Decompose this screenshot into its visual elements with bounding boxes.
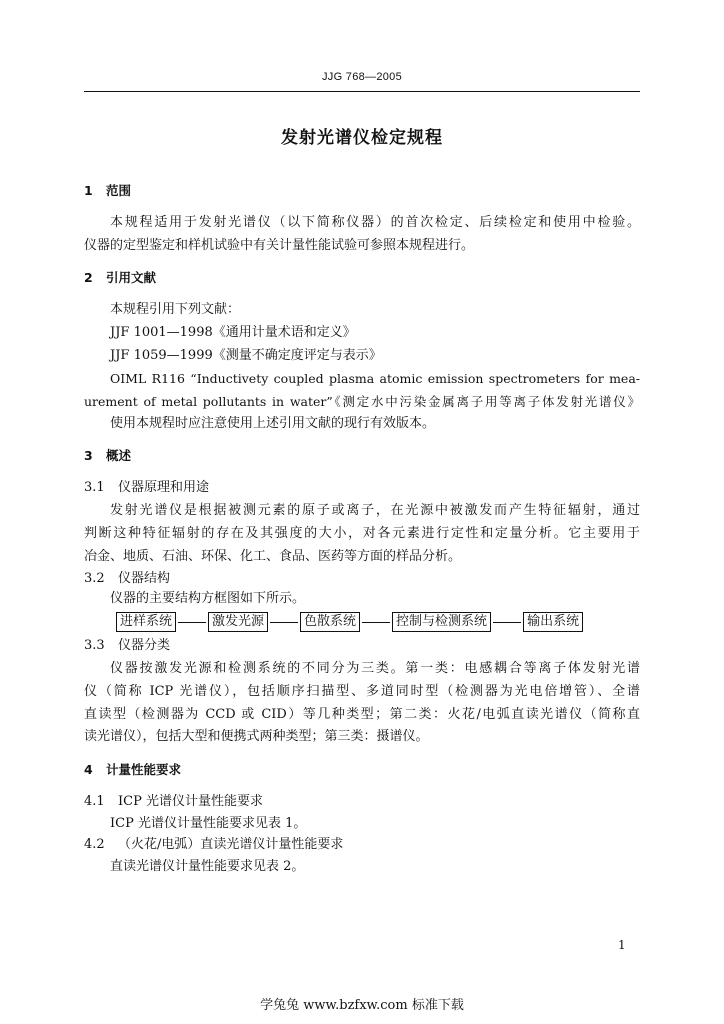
paragraph-line: 使用本规程时应注意使用上述引用文献的现行有效版本。 <box>110 416 436 431</box>
diagram-connector <box>493 622 521 623</box>
paragraph-line: 仪器按激发光源和检测系统的不同分为三类。第一类：电感耦合等离子体发射光谱 <box>110 661 640 676</box>
section-title: 引用文献 <box>106 270 157 285</box>
paragraph-line: 本规程引用下列文献： <box>110 302 241 317</box>
paragraph-line: 读光谱仪），包括大型和便携式两种类型；第三类：摄谱仪。 <box>84 729 429 744</box>
subsection-title: 仪器分类 <box>118 638 171 653</box>
document-title: 发射光谱仪检定规程 <box>281 128 443 148</box>
subsection-number: 4.1 <box>84 794 105 809</box>
subsection-title: （火花/电弧）直读光谱仪计量性能要求 <box>118 837 344 852</box>
reference-item: JJF 1001—1998《通用计量术语和定义》 <box>110 325 356 340</box>
running-header: JJG 768—2005 <box>321 71 403 83</box>
subsection-number: 4.2 <box>84 837 105 852</box>
paragraph-line: 仪（简称 ICP 光谱仪），包括顺序扫描型、多道同时型（检测器为光电倍增管）、全谱 <box>84 684 640 699</box>
subsection-title: ICP 光谱仪计量性能要求 <box>118 794 263 809</box>
paragraph-line: 仪器的定型鉴定和样机试验中有关计量性能试验可参照本规程进行。 <box>84 238 475 253</box>
diagram-box-dispersion-system: 色散系统 <box>300 612 360 632</box>
reference-item: urement of metal pollutants in water”《测定水中污染金属离子用等离子体发射光谱仪》 <box>84 394 640 409</box>
reference-item: JJF 1059—1999《测量不确定度评定与表示》 <box>110 348 382 363</box>
subsection-title: 仪器结构 <box>118 571 171 586</box>
reference-item: OIML R116 “Inductivety coupled plasma atomic emission spectrometers for mea- <box>110 371 640 386</box>
structure-block-diagram <box>116 611 583 633</box>
subsection-heading-3-1 <box>84 480 640 496</box>
section-heading-2 <box>84 270 640 286</box>
subsection-title: 仪器原理和用途 <box>118 480 210 495</box>
subsection-heading-4-1 <box>84 794 640 810</box>
paragraph-line: ICP 光谱仪计量性能要求见表 1。 <box>110 816 307 831</box>
header-rule <box>84 91 640 92</box>
paragraph-line: 判断这种特征辐射的存在及其强度的大小，对各元素进行定性和定量分析。它主要用于 <box>84 526 640 541</box>
section-heading-3 <box>84 448 640 464</box>
diagram-box-sampling-system: 进样系统 <box>116 612 176 632</box>
watermark-footer: 学兔兔 www.bzfxw.com 标准下载 <box>260 998 464 1013</box>
subsection-heading-4-2 <box>84 837 640 853</box>
paragraph-line: 仪器的主要结构方框图如下所示。 <box>110 591 306 606</box>
paragraph-line: 本规程适用于发射光谱仪（以下简称仪器）的首次检定、后续检定和使用中检验。 <box>110 215 640 230</box>
section-number: 1 <box>84 183 93 198</box>
section-number: 4 <box>84 762 93 777</box>
diagram-connector <box>270 622 298 623</box>
diagram-box-control-detection-system: 控制与检测系统 <box>392 612 491 632</box>
diagram-connector <box>362 622 390 623</box>
page-number: 1 <box>618 938 626 952</box>
paragraph-line: 发射光谱仪是根据被测元素的原子或离子，在光源中被激发而产生特征辐射，通过 <box>110 503 640 518</box>
diagram-box-output-system: 输出系统 <box>523 612 583 632</box>
section-title: 计量性能要求 <box>106 762 182 777</box>
diagram-box-excitation-source: 激发光源 <box>208 612 268 632</box>
subsection-number: 3.2 <box>84 571 105 586</box>
section-number: 3 <box>84 448 93 463</box>
subsection-heading-3-3 <box>84 638 640 654</box>
section-heading-4 <box>84 762 640 778</box>
paragraph-line: 直读光谱仪计量性能要求见表 2。 <box>110 859 305 874</box>
subsection-number: 3.1 <box>84 480 105 495</box>
section-heading-1 <box>84 183 640 199</box>
subsection-heading-3-2 <box>84 571 640 587</box>
diagram-connector <box>178 622 206 623</box>
section-number: 2 <box>84 270 93 285</box>
paragraph-line: 直读型（检测器为 CCD 或 CID）等几种类型；第二类：火花/电弧直读光谱仪（简称直 <box>84 707 640 722</box>
paragraph-line: 冶金、地质、石油、环保、化工、食品、医药等方面的样品分析。 <box>84 549 462 564</box>
section-title: 范围 <box>106 183 132 198</box>
subsection-number: 3.3 <box>84 638 105 653</box>
section-title: 概述 <box>106 448 132 463</box>
